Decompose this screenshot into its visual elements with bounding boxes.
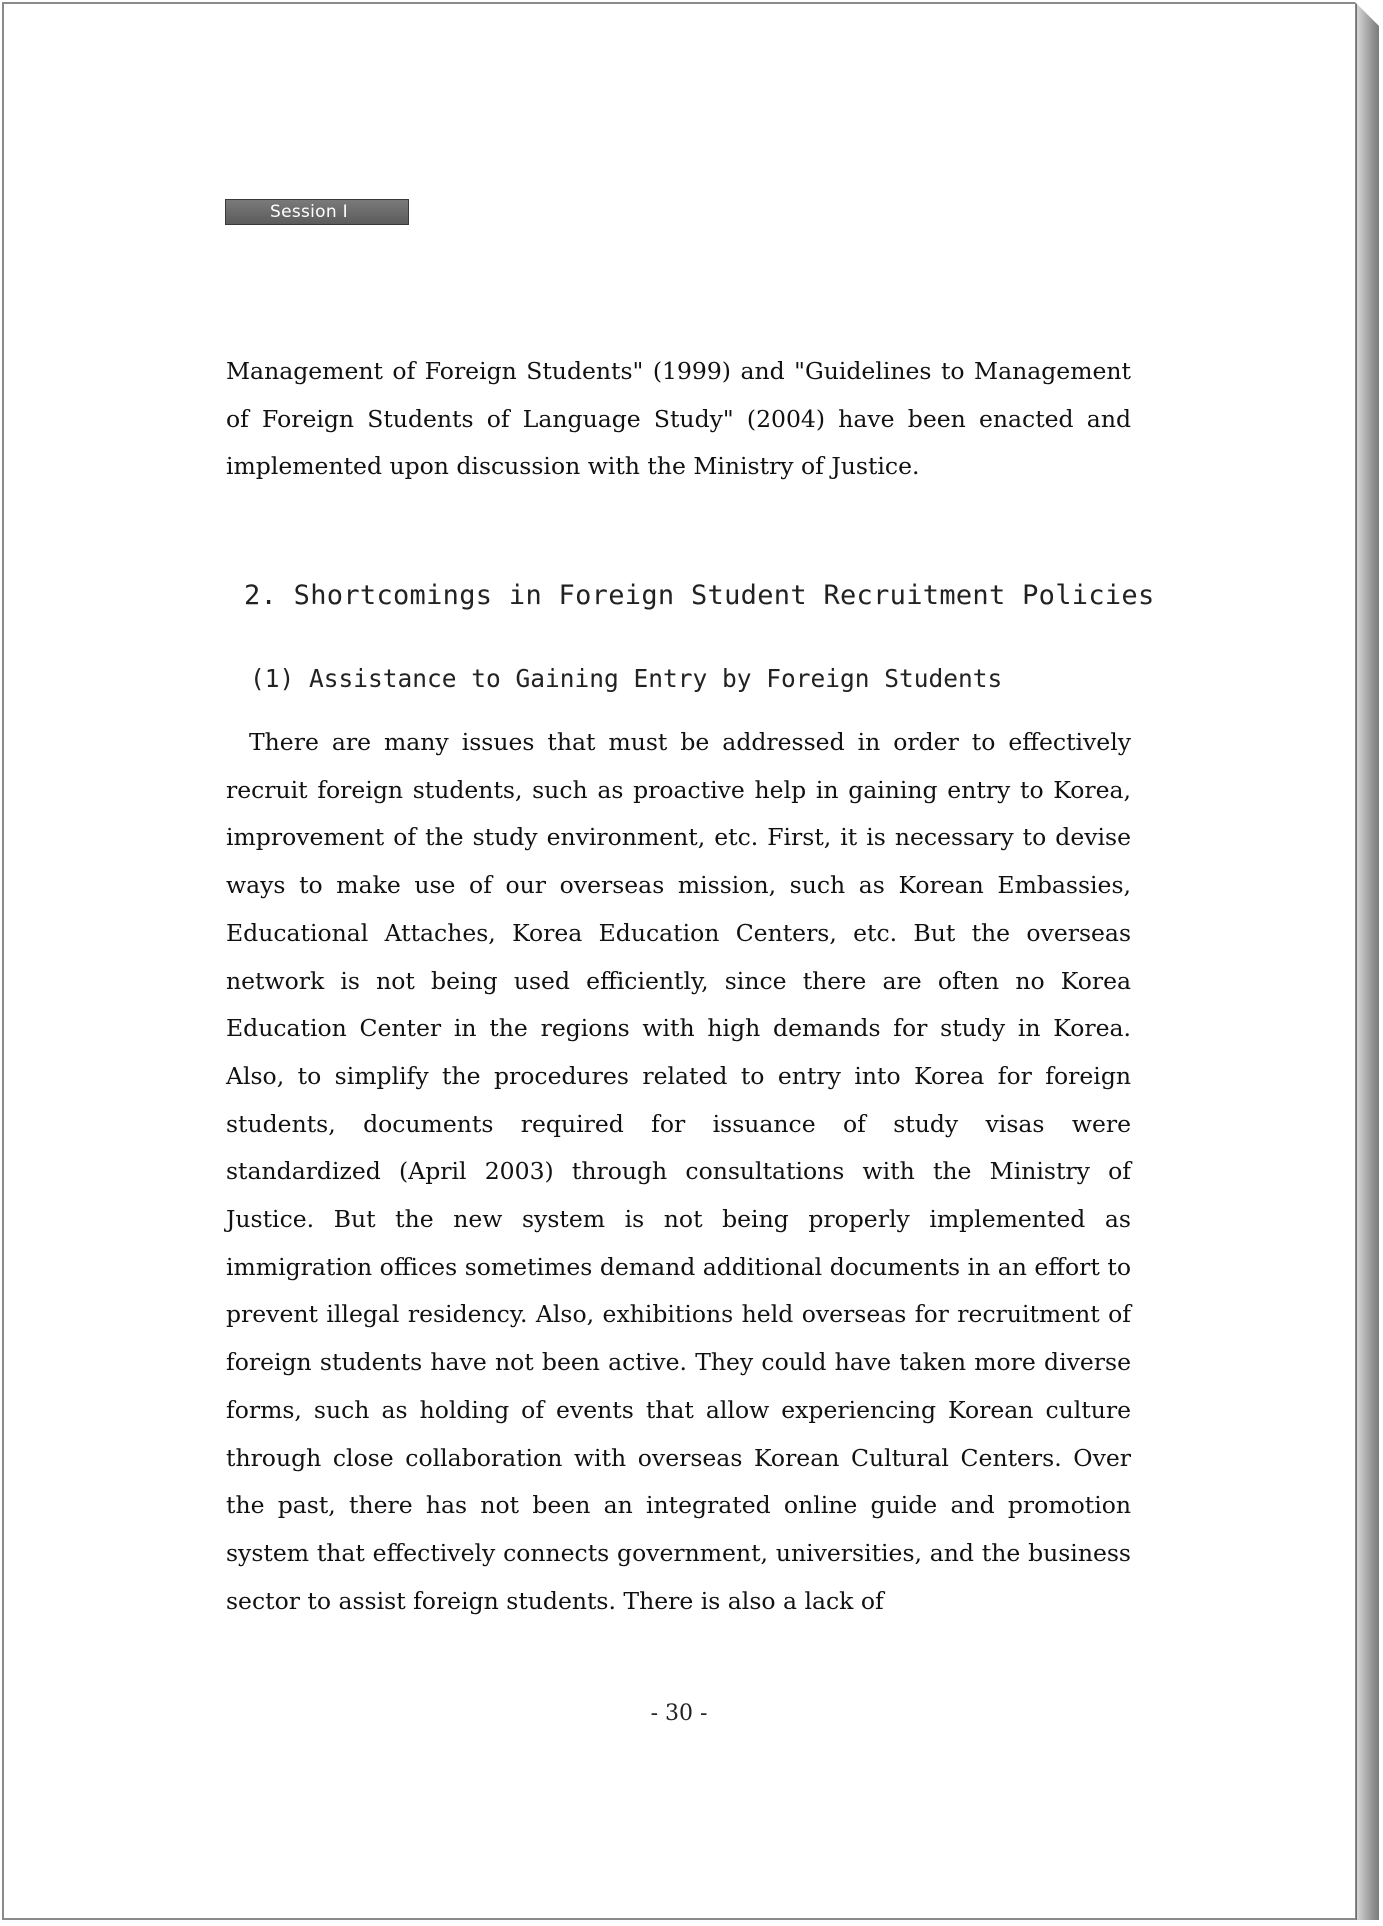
subsection-heading: (1) Assistance to Gaining Entry by Foreign Students [250,664,1003,693]
page-edge-shadow [1356,4,1379,1920]
body-paragraph-text: There are many issues that must be addressed in order to effectively recruit foreign students, such as proactive help in gaining entry to Korea, improvement of the study environment, etc. First, it is necessary to devise ways to make use of our overseas mission, such as Korean Embassies, Educational Attaches, Korea Education Centers, etc. But the overseas network is not being used efficiently, since there are often no Korea Education Center in the regions with high demands for study in Korea. Also, to simplify the procedures related to entry into Korea for foreign students, documents required for issuance of study visas were standardized (April 2003) through consultations with the Ministry of Justice. But the new system is not being properly implemented as immigration offices sometimes demand additional documents in an effort to prevent illegal residency. Also, exhibitions held overseas for recruitment of foreign students have not been active. They could have taken more diverse forms, such as holding of events that allow experiencing Korean culture through close collaboration with overseas Korean Cultural Centers. Over the past, there has not been an integrated online guide and promotion system that effectively connects government, universities, and the business sector to assist foreign students. There is also a lack of [226,728,1131,1615]
page-number: - 30 - [650,1701,708,1726]
body-paragraph [226,719,1131,1625]
section-heading: 2. Shortcomings in Foreign Student Recruitment Policies [244,580,1155,611]
intro-paragraph-text: Management of Foreign Students" (1999) and "Guidelines to Management of Foreign Students of Language Study" (2004) have been enacted and implemented upon discussion with the Ministry of Justice. [226,357,1131,481]
intro-paragraph [226,348,1131,491]
page-corner-fold [1355,2,1379,26]
session-tag: Session Ⅰ [225,199,409,225]
